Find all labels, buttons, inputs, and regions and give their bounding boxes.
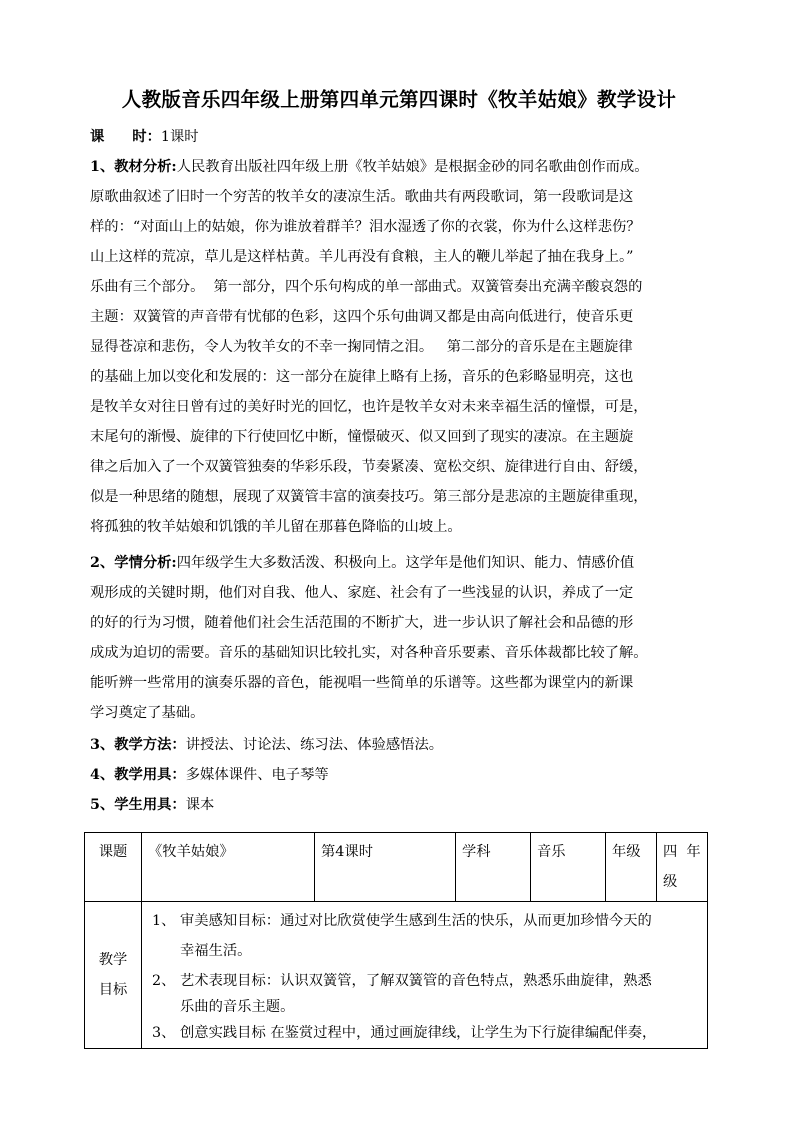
document-page bbox=[90, 80, 708, 820]
table-row bbox=[85, 902, 708, 1049]
topic-value-cell: 《牧羊姑娘》 bbox=[142, 833, 315, 902]
topic-label-cell: 课题 bbox=[85, 833, 142, 902]
goals-list-cell bbox=[142, 902, 708, 1049]
subject-value-cell: 音乐 bbox=[531, 833, 606, 902]
paragraph-line: 是牧羊女对往日曾有过的美好时光的回忆，也许是牧羊女对未来幸福生活的憧憬，可是， bbox=[90, 399, 648, 415]
section-learner-analysis bbox=[90, 548, 708, 728]
paragraph-text: 人民教育出版社四年级上册《牧羊姑娘》是根据金砂的同名歌曲创作而成。 bbox=[176, 159, 649, 175]
section-label: 2、学情分析: bbox=[90, 555, 177, 571]
section-label: 4、教学用具： bbox=[90, 767, 186, 783]
section-value: 多媒体课件、电子琴等 bbox=[185, 767, 329, 783]
paragraph-line: 样的：“对面山上的姑娘，你为谁放着群羊？泪水湿透了你的衣裳，你为什么这样悲伤？ bbox=[90, 219, 641, 235]
section-teaching-tools bbox=[90, 760, 708, 790]
paragraph-line: 的基础上加以变化和发展的：这一部分在旋律上略有上扬，音乐的色彩略显明亮，这也 bbox=[90, 369, 634, 385]
class-hours-label-a: 课 bbox=[90, 129, 105, 145]
grade-value-b: 级 bbox=[663, 874, 678, 890]
section-textbook-analysis bbox=[90, 152, 708, 542]
goal-item bbox=[152, 966, 701, 1018]
goal-number: 3、 bbox=[152, 1025, 176, 1041]
grade-value-cell bbox=[657, 833, 708, 902]
table-row bbox=[85, 833, 708, 902]
paragraph-line: 乐曲有三个部分。 第一部分，四个乐句构成的单一部曲式。双簧管奏出充满辛酸哀怨的 bbox=[90, 279, 643, 295]
paragraph-text: 四年级学生大多数活泼、积极向上。这学年是他们知识、能力、情感价值 bbox=[176, 555, 635, 571]
grade-value-a: 四 年 bbox=[663, 844, 701, 860]
goals-label-b: 目标 bbox=[98, 982, 128, 998]
paragraph-line bbox=[90, 548, 708, 578]
lesson-cell: 第4课时 bbox=[315, 833, 456, 902]
class-hours-line bbox=[90, 122, 708, 152]
class-hours-label bbox=[90, 129, 161, 145]
goals-label-a: 教学 bbox=[98, 952, 128, 968]
section-value: 讲授法、讨论法、练习法、体验感悟法。 bbox=[185, 737, 444, 753]
section-student-tools bbox=[90, 790, 708, 820]
document-title: 人教版音乐四年级上册第四单元第四课时《牧羊姑娘》教学设计 bbox=[121, 88, 677, 111]
paragraph-line bbox=[90, 152, 708, 182]
grade-label-cell: 年级 bbox=[606, 833, 657, 902]
goal-number: 2、 bbox=[152, 973, 176, 989]
goals-label-cell bbox=[85, 902, 142, 1049]
lesson-plan-table bbox=[84, 832, 708, 1049]
goal-line: 乐曲的音乐主题。 bbox=[180, 999, 295, 1015]
goal-number: 1、 bbox=[152, 913, 176, 929]
goal-item bbox=[152, 906, 701, 966]
paragraph-line: 的好的行为习惯，随着他们社会生活范围的不断扩大，进一步认识了解社会和品德的形 bbox=[90, 615, 634, 631]
subject-label-cell: 学科 bbox=[456, 833, 531, 902]
section-label: 5、学生用具： bbox=[90, 797, 186, 813]
paragraph-line: 将孤独的牧羊姑娘和饥饿的羊儿留在那暮色降临的山坡上。 bbox=[90, 519, 462, 535]
paragraph-line: 原歌曲叙述了旧时一个穷苦的牧羊女的凄凉生活。歌曲共有两段歌词，第一段歌词是这 bbox=[90, 189, 634, 205]
section-value: 课本 bbox=[185, 797, 215, 813]
paragraph-line: 山上这样的荒凉，草儿是这样枯黄。羊儿再没有食粮，主人的鞭儿举起了抽在我身上。” bbox=[90, 249, 634, 265]
class-hours-label-b: 时： bbox=[132, 129, 161, 145]
section-teaching-methods bbox=[90, 730, 708, 760]
paragraph-line: 能听辨一些常用的演奏乐器的音色，能视唱一些简单的乐谱等。这些都为课堂内的新课 bbox=[90, 675, 634, 691]
paragraph-line: 显得苍凉和悲伤，令人为牧羊女的不幸一掬同情之泪。 第二部分的音乐是在主题旋律 bbox=[90, 339, 633, 355]
paragraph-line: 成成为迫切的需要。音乐的基础知识比较扎实，对各种音乐要素、音乐体裁都比较了解。 bbox=[90, 645, 648, 661]
goal-text bbox=[180, 1018, 701, 1048]
section-label: 3、教学方法： bbox=[90, 737, 186, 753]
paragraph-line: 学习奠定了基础。 bbox=[90, 705, 205, 721]
class-hours-value: 1课时 bbox=[160, 129, 199, 145]
goal-line: 艺术表现目标：认识双簧管，了解双簧管的音色特点，熟悉乐曲旋律，熟悉 bbox=[180, 973, 652, 989]
goal-line: 创意实践目标 在鉴赏过程中，通过画旋律线，让学生为下行旋律编配伴奏， bbox=[180, 1025, 657, 1041]
goal-item bbox=[152, 1018, 701, 1048]
paragraph-line: 末尾句的渐慢、旋律的下行使回忆中断，憧憬破灭、似又回到了现实的凄凉。在主题旋 bbox=[90, 429, 634, 445]
goal-text bbox=[180, 966, 701, 1018]
section-label: 1、教材分析: bbox=[90, 159, 177, 175]
paragraph-line: 似是一种思绪的随想，展现了双簧管丰富的演奏技巧。第三部分是悲凉的主题旋律重现， bbox=[90, 489, 648, 505]
goal-line: 审美感知目标：通过对比欣赏使学生感到生活的快乐，从而更加珍惜今天的 bbox=[180, 913, 652, 929]
goal-text bbox=[180, 906, 701, 966]
goal-line: 幸福生活。 bbox=[180, 943, 252, 959]
paragraph-line: 主题：双簧管的声音带有忧郁的色彩，这四个乐句曲调又都是由高向低进行，使音乐更 bbox=[90, 309, 634, 325]
paragraph-line: 律之后加入了一个双簧管独奏的华彩乐段，节奏紧凑、宽松交织、旋律进行自由、舒缓， bbox=[90, 459, 648, 475]
paragraph-line: 观形成的关键时期，他们对自我、他人、家庭、社会有了一些浅显的认识，养成了一定 bbox=[90, 585, 634, 601]
